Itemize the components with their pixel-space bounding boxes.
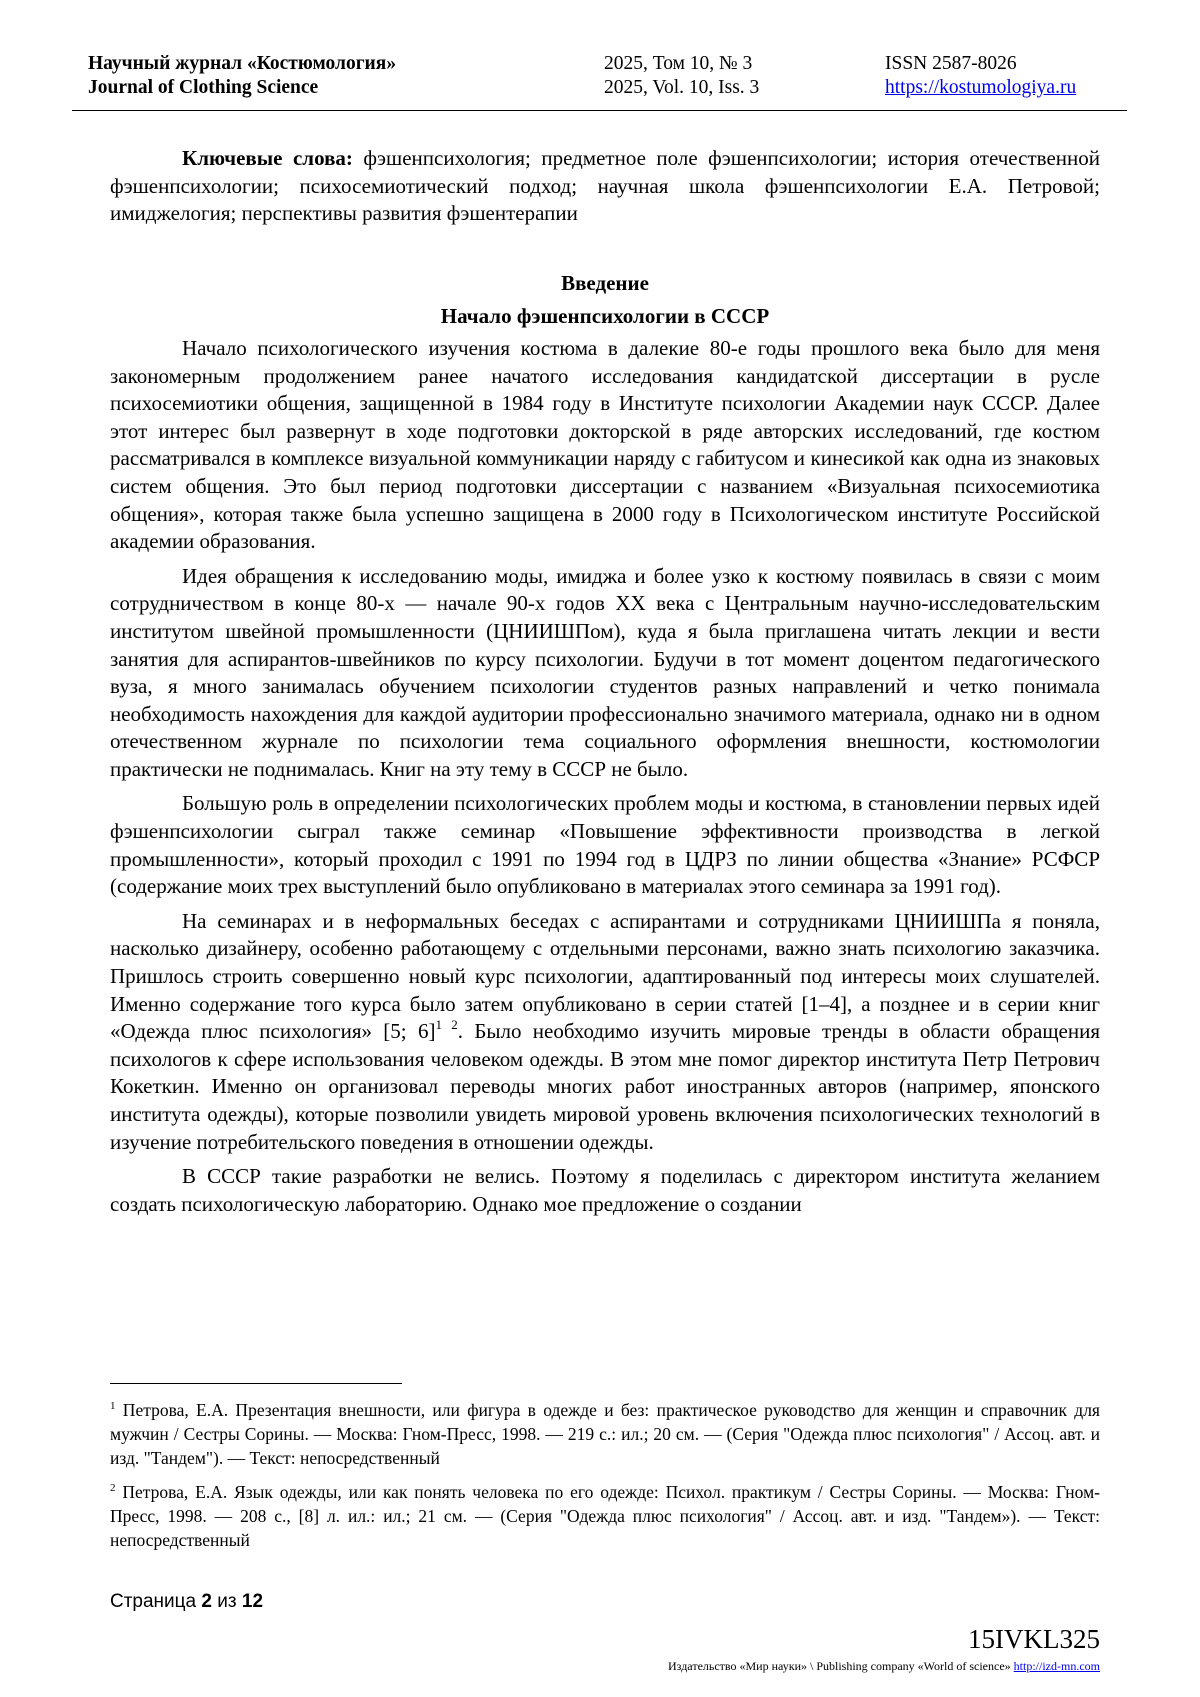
article-body bbox=[110, 145, 1100, 1225]
paragraph-2: Идея обращения к исследованию моды, имиджа и более узко к костюму появилась в связи с моим сотрудничеством в конце 80-х — начале 90-х годов XX века с Центральным научно-исследовательским институтом швейной промышленности (ЦНИИШПом), куда я была приглашена читать лекции и вести занятия для аспирантов-швейников по курсу психологии. Будучи в тот момент доцентом педагогического вуза, я много занималась обучением психологии студентов разных направлений и четко понимала необходимость нахождения для каждой аудитории профессионально значимого материала, однако ни в одном отечественном журнале по психологии тема социального оформления внешности, костюмологии практически не поднималась. Книг на эту тему в СССР не было. bbox=[110, 563, 1100, 781]
paragraph-5: В СССР такие разработки не велись. Поэтому я поделилась с директором института желанием создать психологическую лабораторию. Однако мое предложение о создании bbox=[110, 1164, 1100, 1216]
page-number bbox=[110, 1591, 263, 1613]
footnote-1-text: Петрова, Е.А. Презентация внешности, или фигура в одежде и без: практическое руководство для женщин и справочник для мужчин / Сестры Сорины. — Москва: Гном-Пресс, 1998. — 219 с.: ил.; 20 см. — (Серия "Одежда плюс психология" / Ассоц. авт. и изд. "Тандем"). — Текст: непосредственный bbox=[110, 1400, 1100, 1468]
footnotes bbox=[110, 1398, 1100, 1562]
article-code: 15IVKL325 bbox=[968, 1624, 1100, 1654]
publisher-text: Издательство «Мир науки» \ Publishing company «World of science» bbox=[668, 1659, 1014, 1673]
section-subtitle: Начало фэшенпсихологии в СССР bbox=[440, 304, 770, 329]
keywords bbox=[110, 145, 1100, 228]
footnote-divider bbox=[110, 1383, 402, 1384]
paragraph-1: Начало психологического изучения костюма в далекие 80-е годы прошлого века было для меня закономерным продолжением ранее начатого исследования кандидатской диссертации в русле психосемиотики общения, защищенной в 1984 году в Институте психологии Академии наук СССР. Далее этот интерес был развернут в ходе подготовки докторской в ряде авторских исследований, где костюм рассматривался в комплексе визуальной коммуникации наряду с габитусом и кинесикой как одна из знаковых систем общения. Это был период подготовки диссертации с названием «Визуальная психосемиотика общения», которая также была успешно защищена в 2000 году в Психологическом институте Российской академии образования. bbox=[110, 335, 1100, 554]
header-divider bbox=[72, 110, 1127, 111]
journal-url-link[interactable]: https://kostumologiya.ru bbox=[885, 77, 1077, 98]
paragraph-4 bbox=[110, 908, 1100, 1156]
keywords-label: Ключевые слова: bbox=[182, 146, 353, 170]
publisher-line bbox=[668, 1659, 1100, 1673]
paragraph-4-end: . Было необходимо изучить мировые тренды в области обращения психологов к сфере использования человеком одежды. В этом мне помог директор института Петр Петрович Кокеткин. Именно он организовал переводы многих работ иностранных авторов (например, японского института одежды), которые позволили увидеть мировой уровень включения психологических технологий в изучение потребительского поведения в отношении одежды. bbox=[110, 1019, 1101, 1154]
footnote-2 bbox=[110, 1480, 1100, 1552]
footnote-2-text: Петрова, Е.А. Язык одежды, или как понять человека по его одежде: Психол. практикум / Сестры Сорины. — Москва: Гном-Пресс, 1998. — 208 с., [8] л. ил.: ил.; 21 см. — (Серия "Одежда плюс психология" / Ассоц. авт. и изд. "Тандем»). — Текст: непосредственный bbox=[110, 1482, 1100, 1550]
journal-title-block bbox=[88, 52, 396, 100]
page-mid: из bbox=[211, 1591, 242, 1612]
paragraph-3: Большую роль в определении психологических проблем моды и костюма, в становлении первых идей фэшенпсихологии сыграл также семинар «Повышение эффективности производства в легкой промышленности», который проходил с 1991 по 1994 год в ЦДРЗ по линии общества «Знание» РСФСР (содержание моих трех выступлений было опубликовано в материалах этого семинара за 1991 год). bbox=[110, 791, 1100, 899]
issue-ru: 2025, Том 10, № 3 bbox=[604, 53, 753, 74]
journal-header bbox=[88, 52, 1128, 110]
page-prefix: Страница bbox=[110, 1591, 202, 1612]
page-total: 12 bbox=[241, 1591, 264, 1612]
page-current: 2 bbox=[201, 1591, 212, 1612]
footnote-1 bbox=[110, 1398, 1100, 1470]
issn: ISSN 2587-8026 bbox=[885, 53, 1017, 74]
paragraph-4-start: На семинарах и в неформальных беседах с аспирантами и сотрудниками ЦНИИШПа я поняла, насколько дизайнеру, особенно работающему с отдельными персонами, важно знать психологию заказчика. Пришлось строить совершенно новый курс психологии, адаптированный под интересы моих слушателей. Именно содержание того курса было затем опубликовано в серии статей [1–4], а позднее и в серии книг «Одежда плюс психология» [5; 6] bbox=[110, 908, 1100, 1044]
issn-block bbox=[885, 52, 1076, 100]
publisher-link[interactable]: http://izd-mn.com bbox=[1013, 1659, 1100, 1673]
keywords-text: фэшенпсихология; предметное поле фэшенпсихологии; история отечественной фэшенпсихологии; психосемиотический подход; научная школа фэшенпсихологии Е.А. Петровой; имиджелогия; перспективы развития фэшентерапии bbox=[110, 146, 1100, 226]
issue-en: 2025, Vol. 10, Iss. 3 bbox=[604, 77, 760, 98]
section-title: Введение bbox=[561, 270, 649, 295]
journal-title-en: Journal of Clothing Science bbox=[88, 77, 319, 98]
journal-title-ru: Научный журнал «Костюмология» bbox=[88, 53, 397, 74]
footnote-refs[interactable]: 1 2 bbox=[435, 1017, 458, 1033]
footnote-1-mark: 1 bbox=[110, 1400, 116, 1412]
issue-block bbox=[604, 52, 759, 100]
footnote-2-mark: 2 bbox=[110, 1482, 116, 1494]
